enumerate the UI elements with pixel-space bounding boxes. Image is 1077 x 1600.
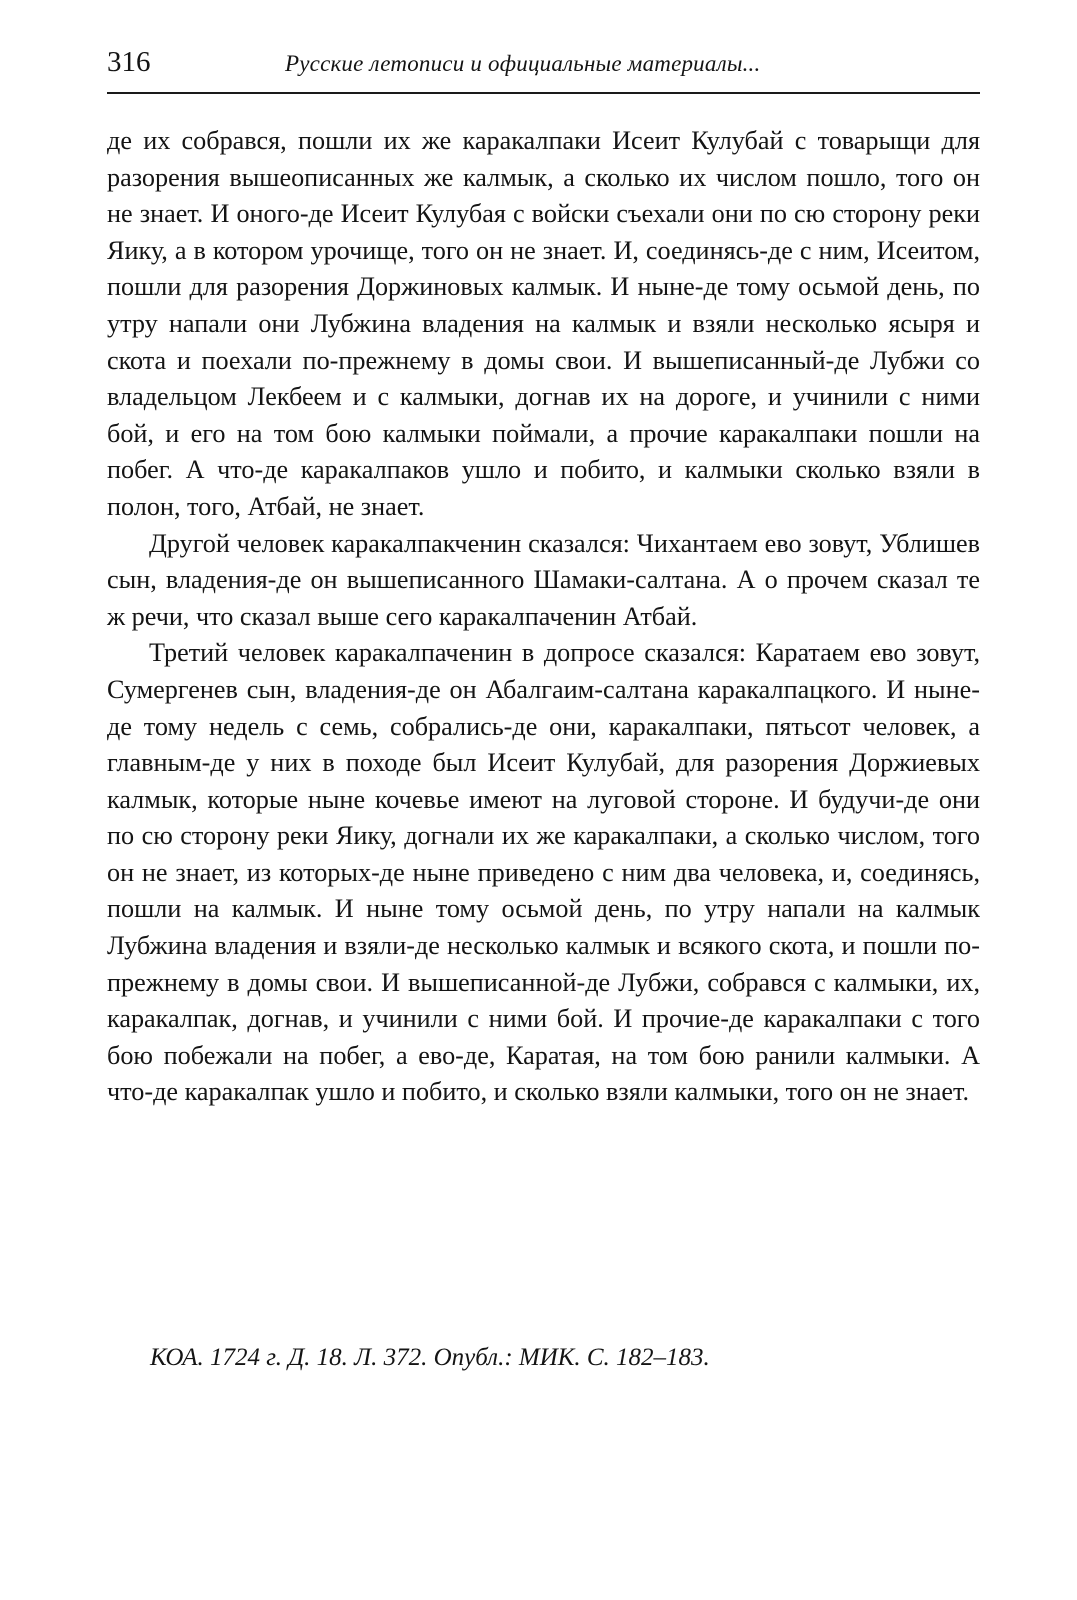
header-divider <box>107 92 980 94</box>
paragraph-continuation: де их собрався, пошли их же каракалпаки Исеит Кулубай с товарыщи для разорения вышеописанных же калмык, а сколько их числом пошло, того он не знает. И оного-де Исеит Кулубая с войски съехали они по сю сторону реки Яику, а в котором урочище, того он не знает. И, соединясь-де с ним, Исеитом, пошли для разорения Доржиновых калмык. И ныне-де тому осьмой день, по утру напали они Лубжина владения на калмык и взяли несколько ясыря и скота и поехали по-прежнему в домы свои. И вышеписанный-де Лубжи со владельцом Лекбеем и с калмыки, догнав их на дороге, и учинили с ними бой, и его на том бою калмыки поймали, а прочие каракалпаки пошли на побег. А что-де каракалпаков ушло и побито, и калмыки сколько взяли в полон, того, Атбай, не знает. <box>107 126 980 521</box>
page-header <box>107 42 980 90</box>
source-reference: КОА. 1724 г. Д. 18. Л. 372. Опубл.: МИК. С. 182–183. <box>150 1344 710 1371</box>
page-number: 316 <box>107 46 151 78</box>
main-text <box>107 123 980 1111</box>
paragraph-third-person: Третий человек каракалпаченин в допросе сказался: Каратаем ево зовут, Сумергенев сын, владения-де он Абалгаим-салтана каракалпацкого. И ныне-де тому недель с семь, собрались-де они, каракалпаки, пятьсот человек, а главным-де у них в походе был Исеит Кулубай, для разорения Доржиевых калмык, которые ныне кочевье имеют на луговой стороне. И будучи-де они по сю сторону реки Яику, догнали их же каракалпаки, а сколько числом, того он не знает, из которых-де ныне приведено с ним два человека, и, соединясь, пошли на калмык. И ныне тому осьмой день, по утру напали на калмык Лубжина владения и взяли-де несколько калмык и всякого скота, и пошли по-прежнему в домы свои. И вышеписанной-де Лубжи, собрався с калмыки, их, каракалпак, догнав, и учинили с ними бой. И прочие-де каракалпаки с того бою побежали на побег, а ево-де, Каратая, на том бою ранили калмыки. А что-де каракалпак ушло и побито, и сколько взяли калмыки, того он не знает. <box>107 638 980 1107</box>
running-title: Русские летописи и официальные материалы... <box>285 51 761 76</box>
paragraph-second-person: Другой человек каракалпакченин сказался: Чихантаем ево зовут, Ублишев сын, владения-де он вышеписанного Шамаки-салтана. А о прочем сказал те ж речи, что сказал выше сего каракалпаченин Атбай. <box>107 528 980 631</box>
